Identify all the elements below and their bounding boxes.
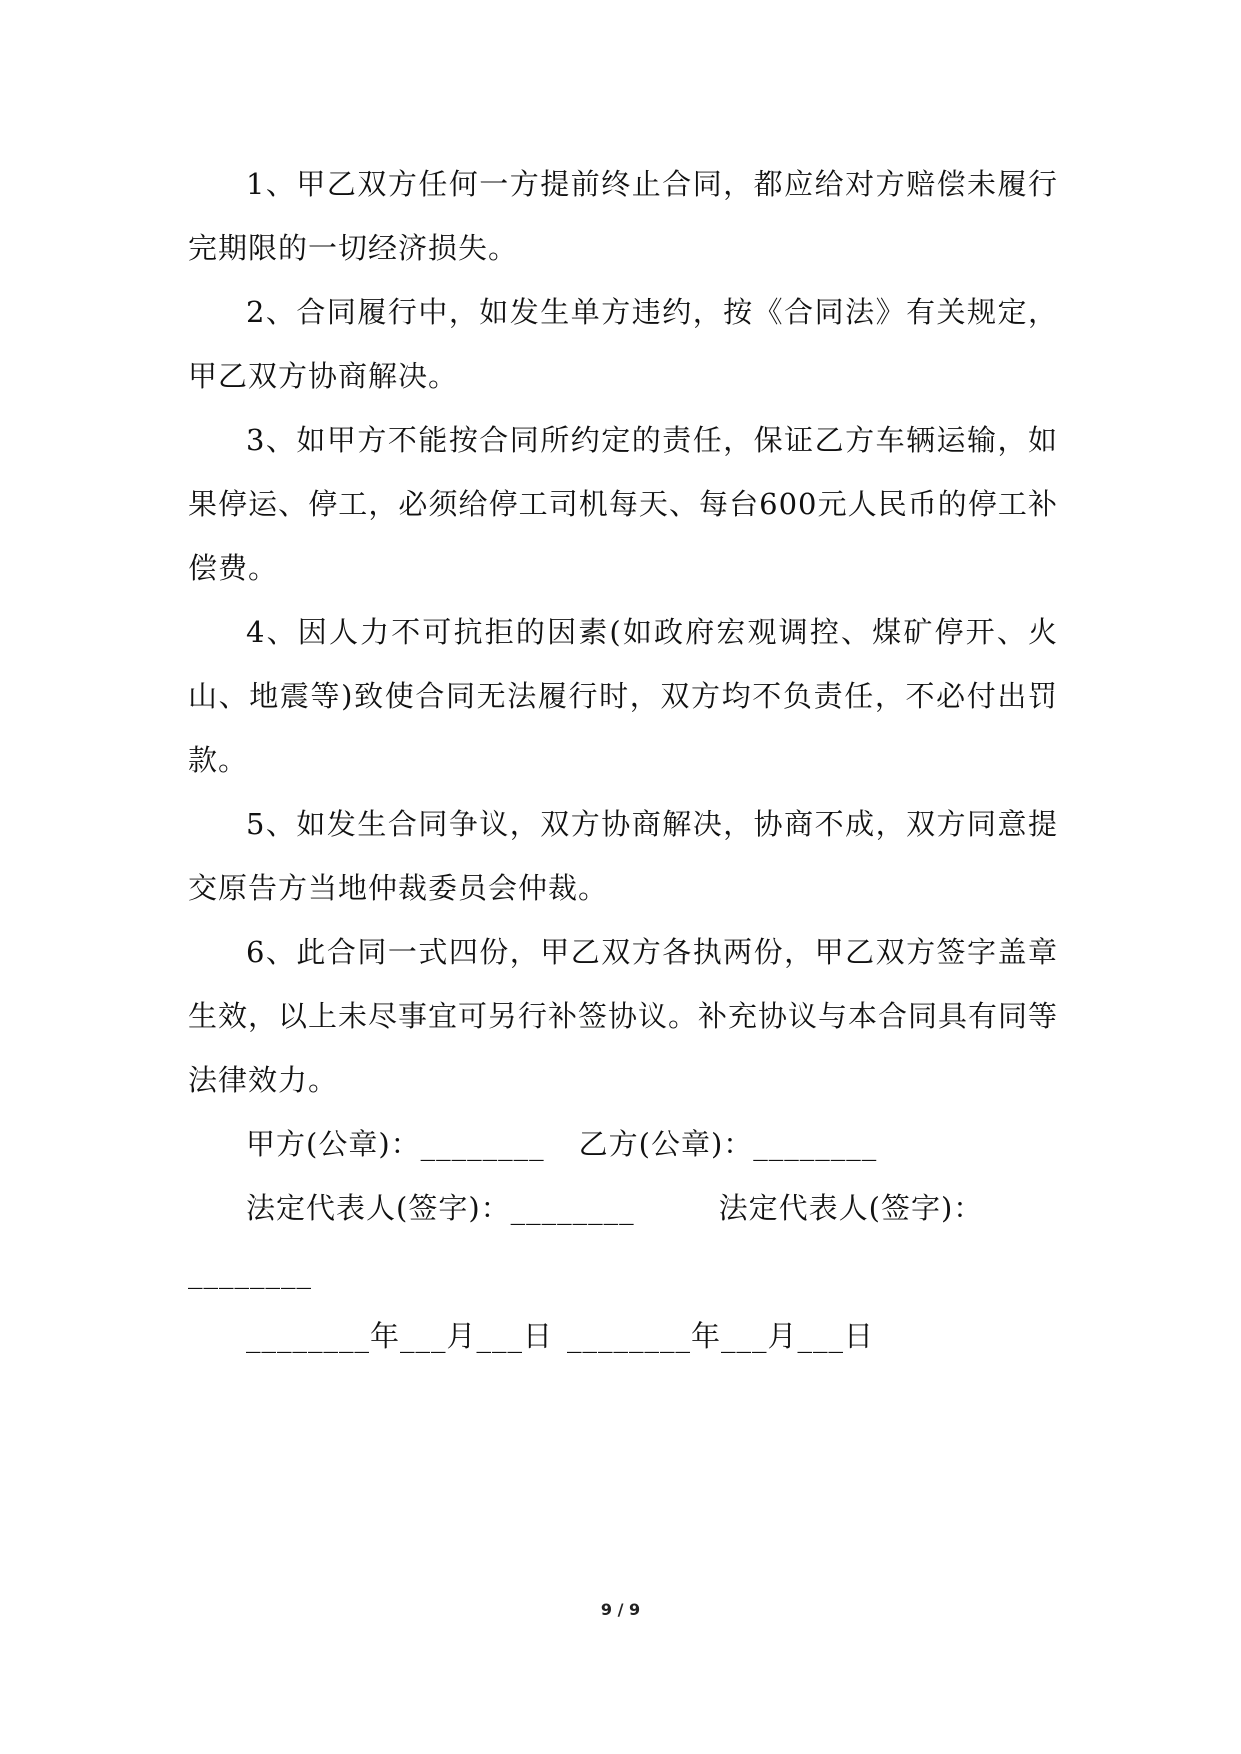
clause-5: 5、如发生合同争议，双方协商解决，协商不成，双方同意提交原告方当地仲裁委员会仲裁。 (188, 807, 1058, 905)
document-body (188, 152, 1058, 1368)
party-a-date: ________年___月___日 (246, 1319, 554, 1353)
clause-3: 3、如甲方不能按合同所约定的责任，保证乙方车辆运输，如果停运、停工，必须给停工司机每天、每台600元人民币的停工补偿费。 (188, 423, 1058, 585)
party-a-seal: 甲方(公章)：________ (246, 1127, 545, 1161)
clause-4: 4、因人力不可抗拒的因素(如政府宏观调控、煤矿停开、火山、地震等)致使合同无法履行时，双方均不负责任，不必付出罚款。 (188, 615, 1058, 777)
representative-line (188, 1176, 1058, 1240)
page-number: 9 / 9 (600, 1600, 641, 1619)
clause-2: 2、合同履行中，如发生单方违约，按《合同法》有关规定，甲乙双方协商解决。 (188, 295, 1058, 393)
representative-blank-line (188, 1240, 1058, 1304)
clause-6: 6、此合同一式四份，甲乙双方各执两份，甲乙双方签字盖章生效，以上未尽事宜可另行补签协议。补充协议与本合同具有同等法律效力。 (188, 935, 1059, 1097)
clause-1: 1、甲乙双方任何一方提前终止合同，都应给对方赔偿未履行完期限的一切经济损失。 (188, 167, 1058, 265)
party-a-representative: 法定代表人(签字)：________ (246, 1191, 635, 1225)
party-b-representative-blank: ________ (188, 1255, 312, 1289)
party-b-date: ________年___月___日 (567, 1319, 875, 1353)
party-b-representative: 法定代表人(签字)： (718, 1191, 984, 1225)
seal-line (188, 1112, 1058, 1176)
party-b-seal: 乙方(公章)：________ (578, 1127, 878, 1161)
date-line (188, 1304, 1058, 1368)
